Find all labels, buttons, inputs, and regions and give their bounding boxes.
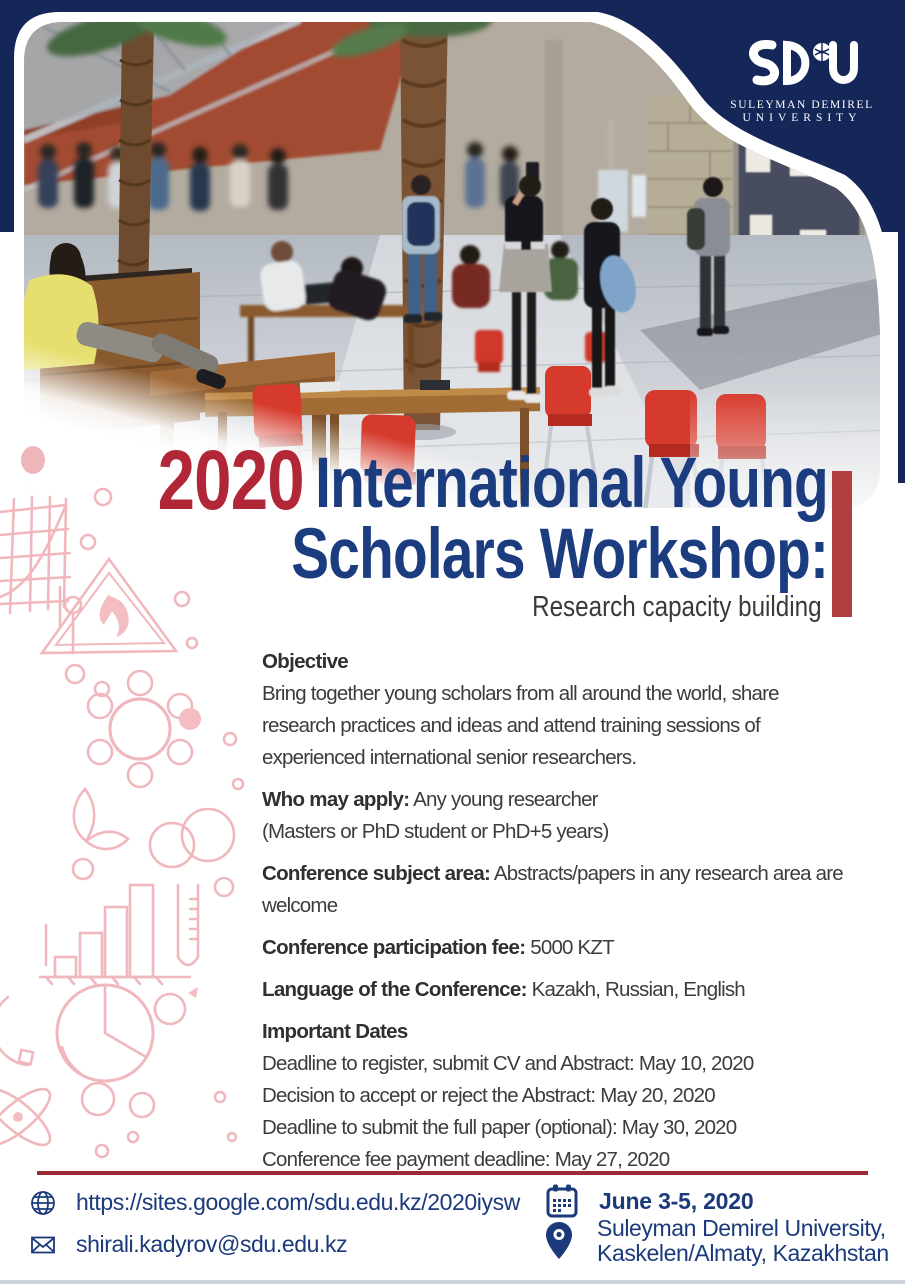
location-row (545, 1216, 889, 1266)
location-line2: Kaskelen/Almaty, Kazakhstan (597, 1240, 889, 1266)
subject-heading: Conference subject area: (262, 862, 491, 885)
location-line1: Suleyman Demirel University, (597, 1215, 886, 1241)
fee-text: 5000 KZT (530, 936, 614, 959)
who-text2: (Masters or PhD student or PhD+5 years) (262, 820, 609, 843)
subject-section (262, 858, 847, 922)
navy-right-sliver (898, 232, 905, 483)
email-link[interactable]: shirali.kadyrov@sdu.edu.kz (76, 1231, 348, 1257)
dates-section (262, 1016, 847, 1176)
logo-university-word: UNIVERSITY (742, 112, 862, 124)
globe-icon (30, 1190, 56, 1216)
objective-section (262, 646, 847, 774)
date-item: Deadline to register, submit CV and Abstract: May 10, 2020 (262, 1052, 754, 1075)
fee-section (262, 932, 847, 964)
title-line-2: Scholars Workshop: (291, 515, 828, 594)
who-section (262, 784, 847, 848)
title-line1-text: International Young (315, 444, 828, 523)
science-doodles (0, 437, 258, 1169)
date-item: Decision to accept or reject the Abstract: May 20, 2020 (262, 1084, 715, 1107)
language-heading: Language of the Conference: (262, 978, 527, 1001)
event-dates: June 3-5, 2020 (599, 1187, 754, 1214)
website-row (30, 1189, 520, 1216)
location-text (597, 1216, 889, 1266)
fee-heading: Conference participation fee: (262, 936, 526, 959)
objective-text: Bring together young scholars from all around the world, share research practices and ideas and attend training sessions of experienced international senior researchers. (262, 682, 779, 769)
language-section (262, 974, 847, 1006)
date-item: Conference fee payment deadline: May 27, 2020 (262, 1148, 670, 1171)
title-line-1 (157, 433, 828, 527)
who-text: Any young researcher (413, 788, 598, 811)
email-row (30, 1231, 347, 1258)
footer-divider (37, 1171, 868, 1175)
body-text (262, 646, 847, 1186)
date-item: Deadline to submit the full paper (optional): May 30, 2020 (262, 1116, 737, 1139)
objective-heading: Objective (262, 650, 348, 673)
dates-heading: Important Dates (262, 1020, 408, 1043)
calendar-icon (545, 1183, 579, 1219)
language-text: Kazakh, Russian, English (531, 978, 745, 1001)
subject-text: Abstracts/papers in any research area are welcome (262, 862, 843, 917)
location-pin-icon (545, 1221, 573, 1261)
subtitle: Research capacity building (532, 591, 822, 623)
event-dates-row (545, 1183, 753, 1219)
title-year: 2020 (157, 433, 304, 527)
website-link[interactable]: https://sites.google.com/sdu.edu.kz/2020iysw (76, 1189, 520, 1215)
who-heading: Who may apply: (262, 788, 410, 811)
logo-university-name: SULEYMAN DEMIREL (730, 99, 874, 111)
envelope-icon (30, 1232, 56, 1258)
sdu-logo (727, 36, 877, 124)
sdu-logo-mark (738, 36, 866, 92)
red-accent-bar (832, 471, 852, 617)
